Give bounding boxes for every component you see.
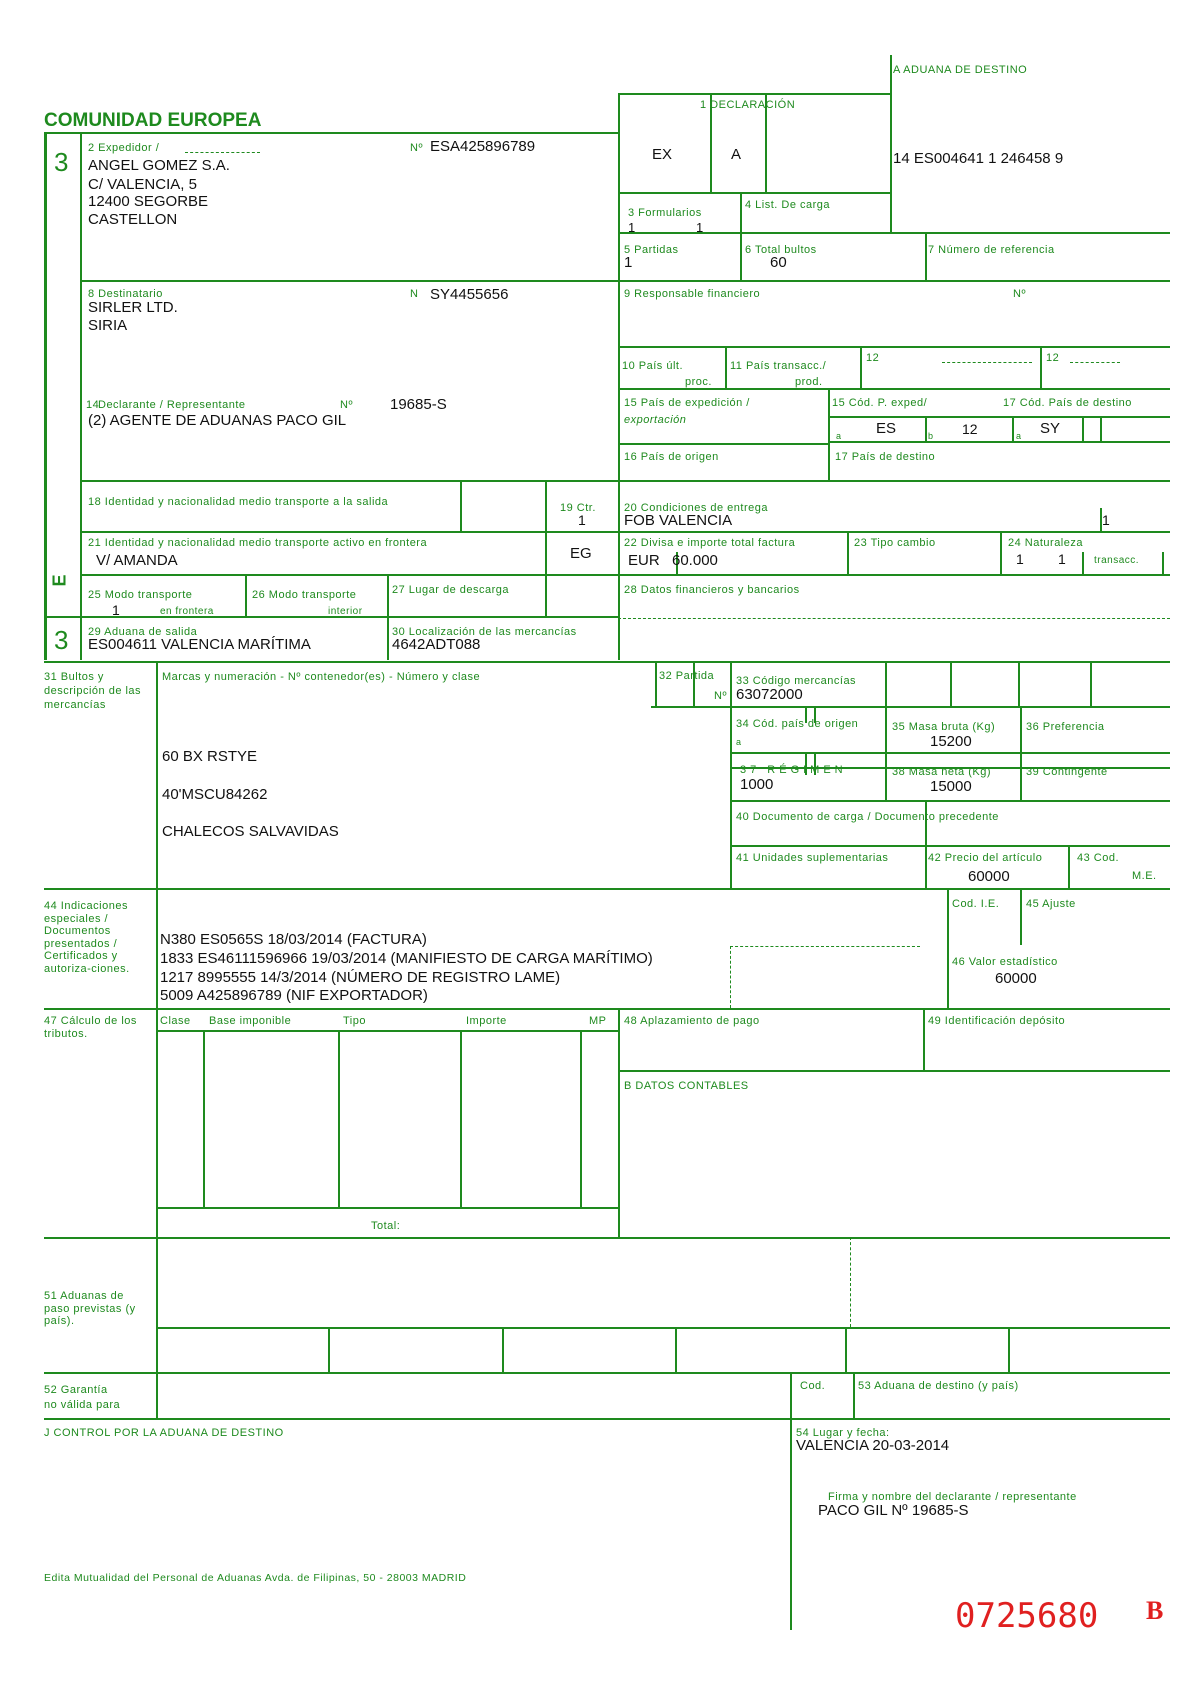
box30-label: 30 Localización de las mercancías <box>392 626 577 638</box>
series-letter: B <box>1146 1596 1164 1625</box>
box-j-label: J CONTROL POR LA ADUANA DE DESTINO <box>44 1427 284 1439</box>
box22-label: 22 Divisa e importe total factura <box>624 537 796 549</box>
box44-label: 44 Indicaciones especiales / Documentos presentados / Certificados y autoriza-ciones. <box>44 900 130 975</box>
dashed-line <box>730 946 920 947</box>
border-transport-mode: 1 <box>112 602 120 618</box>
grid-line <box>618 192 890 194</box>
box29-label: 29 Aduana de salida <box>88 626 198 638</box>
grid-line <box>730 661 732 888</box>
box32-label: 32 Partida <box>659 670 715 682</box>
box1-value1: EX <box>652 146 673 163</box>
exporter-line2: C/ VALENCIA, 5 <box>88 176 197 193</box>
consignee-number: SY4455656 <box>430 286 509 303</box>
box24-sub: transacc. <box>1094 555 1140 566</box>
box52-label2: no válida para <box>44 1399 121 1411</box>
grid-line <box>675 1327 677 1372</box>
grid-line <box>460 480 462 531</box>
box47-label: 47 Cálculo de los tributos. <box>44 1015 137 1040</box>
declarant-name: (2) AGENTE DE ADUANAS PACO GIL <box>88 412 347 429</box>
box25-label: 25 Modo transporte <box>88 589 193 601</box>
box9-no-label: Nº <box>1013 288 1026 300</box>
goods-location: 4642ADT088 <box>392 636 481 653</box>
box31-label-2: descripción de las <box>44 685 142 697</box>
tax-col-amount: Importe <box>466 1015 507 1027</box>
grid-line <box>725 346 727 388</box>
grid-line <box>618 346 1170 348</box>
grid-line <box>618 1008 620 1237</box>
signature-name: PACO GIL Nº 19685-S <box>818 1502 969 1519</box>
goods-line1: 60 BX RSTYE <box>162 748 258 765</box>
grid-line <box>828 416 1170 418</box>
grid-line <box>925 232 927 280</box>
box7-label: 7 Número de referencia <box>928 244 1055 256</box>
copy-number-top: 3 <box>54 147 69 177</box>
dashed-line <box>1070 362 1120 363</box>
box24-label: 24 Naturaleza <box>1008 537 1083 549</box>
border-transport: V/ AMANDA <box>96 552 178 569</box>
grid-line <box>44 661 1170 663</box>
grid-line <box>618 531 620 574</box>
box9-label: 9 Responsable financiero <box>624 288 761 300</box>
grid-line <box>1000 531 1002 574</box>
grid-line <box>618 93 890 95</box>
grid-line <box>740 192 742 232</box>
box26-label2: interior <box>328 606 363 617</box>
box18-label: 18 Identidad y nacionalidad medio transporte a la salida <box>88 496 389 508</box>
box2-no-label: Nº <box>410 142 423 154</box>
box43-label: 43 Cod. <box>1077 852 1120 864</box>
box12b-label: 12 <box>1046 352 1060 364</box>
place-and-date: VALENCIA 20-03-2014 <box>796 1437 950 1454</box>
box5-label: 5 Partidas <box>624 244 679 256</box>
box34-sub: a <box>736 737 742 747</box>
grid-line <box>156 888 158 1008</box>
box42-label: 42 Precio del artículo <box>928 852 1043 864</box>
grid-line <box>1100 416 1102 441</box>
consignee-line2: SIRIA <box>88 317 128 334</box>
box14-label: Declarante / Representante <box>98 399 246 411</box>
box8-label: 8 Destinatario <box>88 288 163 300</box>
grid-line <box>44 1372 1170 1374</box>
box6-value: 60 <box>770 254 787 271</box>
exporter-line4: CASTELLON <box>88 211 178 228</box>
grid-line <box>618 574 1170 576</box>
grid-line <box>328 1327 330 1372</box>
exporter-number: ESA425896789 <box>430 138 536 155</box>
box17-label: 17 País de destino <box>835 451 936 463</box>
grid-line <box>828 388 830 480</box>
grid-line <box>1020 706 1022 800</box>
box26-label: 26 Modo transporte <box>252 589 357 601</box>
dashed-line <box>185 152 260 153</box>
net-mass: 15000 <box>930 778 972 795</box>
box-a-label: A ADUANA DE DESTINO <box>893 64 1028 76</box>
marks-label: Marcas y numeración - Nº contenedor(es) - Número y clase <box>162 671 481 683</box>
grid-line <box>1008 1327 1010 1372</box>
statistical-value: 60000 <box>995 970 1037 987</box>
box23-label: 23 Tipo cambio <box>854 537 936 549</box>
box5-value: 1 <box>624 254 633 271</box>
grid-line <box>618 232 890 234</box>
box34-label: 34 Cód. país de origen <box>736 718 859 730</box>
goods-line2: 40'MSCU84262 <box>162 786 268 803</box>
grid-line <box>740 232 742 280</box>
grid-line <box>730 800 1170 802</box>
procedure-code: 1000 <box>740 776 774 793</box>
box10-label2: proc. <box>685 376 712 388</box>
box25-label2: en frontera <box>160 606 214 617</box>
grid-line <box>245 574 247 616</box>
transaction-nature-1: 1 <box>1016 551 1024 567</box>
transaction-nature-2: 1 <box>1058 551 1066 567</box>
grid-line <box>790 1372 792 1418</box>
grid-line <box>44 1237 156 1239</box>
grid-line <box>853 1372 855 1418</box>
grid-line <box>730 752 1170 754</box>
dashed-line <box>850 1237 1170 1238</box>
exporter-line3: 12400 SEGORBE <box>88 193 209 210</box>
box31-label-3: mercancías <box>44 699 106 711</box>
dashed-line <box>850 1237 851 1327</box>
dashed-line <box>730 946 731 1008</box>
box12a-label: 12 <box>866 352 880 364</box>
grid-line <box>925 416 927 441</box>
box52-label: 52 Garantía <box>44 1384 108 1396</box>
declarant-number: 19685-S <box>390 396 447 413</box>
box15-label: 15 País de expedición / <box>624 397 750 409</box>
grid-line <box>156 1030 618 1032</box>
box45-label: 45 Ajuste <box>1026 898 1076 910</box>
destination-country-code: SY <box>1040 420 1061 437</box>
grid-line <box>44 616 80 618</box>
exporter-line1: ANGEL GOMEZ S.A. <box>88 157 230 174</box>
grid-line <box>890 232 1170 234</box>
tax-col-rate: Tipo <box>343 1015 366 1027</box>
grid-line <box>580 1030 582 1207</box>
grid-line <box>156 1008 158 1237</box>
goods-line3: CHALECOS SALVAVIDAS <box>162 823 339 840</box>
box27-label: 27 Lugar de descarga <box>392 584 510 596</box>
grid-line <box>1040 346 1042 388</box>
box14-prefix: 14 <box>86 399 100 411</box>
box15a-sub-b: b <box>928 431 934 441</box>
grid-line <box>502 1327 504 1372</box>
grid-line <box>80 480 1170 482</box>
grid-line <box>950 661 952 706</box>
dashed-line <box>618 618 1170 619</box>
copy-number-bottom: 3 <box>54 625 69 655</box>
grid-line <box>1018 661 1020 706</box>
box17a-sub-a: a <box>1016 431 1022 441</box>
grid-line <box>80 132 618 134</box>
grid-line <box>1068 845 1070 888</box>
box32-no-label: Nº <box>714 690 727 702</box>
grid-line <box>730 845 1170 847</box>
grid-line <box>860 346 862 388</box>
grid-line <box>651 706 735 708</box>
grid-line <box>790 1418 792 1630</box>
grid-line <box>947 888 949 1008</box>
grid-line <box>80 280 1170 282</box>
box17a-label: 17 Cód. País de destino <box>1003 397 1132 409</box>
grid-line <box>618 280 620 480</box>
dashed-line <box>790 1418 1170 1419</box>
grid-line <box>845 1327 847 1372</box>
box51-label: 51 Aduanas de paso previstas (y país). <box>44 1290 136 1327</box>
document-line2: 1833 ES46111596966 19/03/2014 (MANIFIESTO DE CARGA MARÍTIMO) <box>160 950 653 967</box>
dashed-line <box>850 1327 1170 1328</box>
tax-total-label: Total: <box>371 1220 401 1232</box>
grid-line <box>1090 661 1092 706</box>
box4-label: 4 List. De carga <box>745 199 831 211</box>
box15-label2: exportación <box>624 414 687 426</box>
commodity-code: 63072000 <box>736 686 803 703</box>
delivery-terms-code: 1 <box>1102 512 1110 528</box>
box19-label: 19 Ctr. <box>560 502 596 514</box>
grid-line <box>923 1008 925 1070</box>
consignee-line1: SIRLER LTD. <box>88 299 178 316</box>
tax-col-class: Clase <box>160 1015 191 1027</box>
grid-line <box>847 531 849 574</box>
grid-line <box>338 1030 340 1207</box>
grid-line <box>1082 552 1084 574</box>
box53-label: 53 Aduana de destino (y país) <box>858 1380 1019 1392</box>
box8-no-label: N <box>410 288 419 300</box>
box15a-sub-a: a <box>836 431 842 441</box>
box28-label: 28 Datos financieros y bancarios <box>624 584 800 596</box>
grid-line <box>156 1237 158 1418</box>
grid-line <box>885 706 887 800</box>
grid-line <box>693 661 695 706</box>
box11-label: 11 País transacc./ <box>730 360 827 372</box>
box49-label: 49 Identificación depósito <box>928 1015 1066 1027</box>
box40-label: 40 Documento de carga / Documento precedente <box>736 811 999 823</box>
box3-value2: 1 <box>696 220 704 235</box>
box54-label: 54 Lugar y fecha: <box>796 1427 890 1439</box>
serial-number: 0725680 <box>955 1596 1099 1636</box>
grid-line <box>890 55 892 232</box>
box36-label: 36 Preferencia <box>1026 721 1105 733</box>
grid-line <box>545 531 547 574</box>
side-letter: E <box>49 574 70 587</box>
grid-line <box>44 1008 1170 1010</box>
grid-line <box>80 132 82 660</box>
grid-line <box>1020 888 1022 945</box>
grid-line <box>545 574 547 616</box>
dispatch-region-code: 12 <box>962 421 978 437</box>
delivery-terms: FOB VALENCIA <box>624 512 733 529</box>
box46-label: 46 Valor estadístico <box>952 956 1058 968</box>
grid-line <box>156 661 158 888</box>
document-line3: 1217 8995555 14/3/2014 (NÚMERO DE REGISTRO LAME) <box>160 969 561 986</box>
container-indicator: 1 <box>578 512 586 528</box>
grid-line <box>156 1207 618 1209</box>
box38-label: 38 Masa neta (Kg) <box>892 766 991 778</box>
box-b-label: B DATOS CONTABLES <box>624 1080 749 1092</box>
grid-line <box>885 661 887 706</box>
grid-line <box>44 888 1170 890</box>
grid-line <box>460 1030 462 1207</box>
box37-label: 37 RÉGIMEN <box>740 764 847 776</box>
box6-label: 6 Total bultos <box>745 244 817 256</box>
box31-label-1: 31 Bultos y <box>44 671 104 683</box>
box11-label2: prod. <box>795 376 823 388</box>
box48-label: 48 Aplazamiento de pago <box>624 1015 760 1027</box>
grid-line <box>1082 416 1084 441</box>
box2-label: 2 Expedidor / <box>88 142 160 154</box>
box14-no-label: Nº <box>340 399 353 411</box>
box21-label: 21 Identidad y nacionalidad medio transporte activo en frontera <box>88 537 428 549</box>
grid-line <box>618 443 828 445</box>
grid-line <box>80 574 618 576</box>
tax-col-base: Base imponible <box>209 1015 292 1027</box>
cod-label: Cod. <box>800 1380 826 1392</box>
grid-line <box>828 441 1170 443</box>
gross-mass: 15200 <box>930 733 972 750</box>
exit-office: ES004611 VALENCIA MARÍTIMA <box>88 636 311 653</box>
box39-label: 39 Contingente <box>1026 766 1108 778</box>
box1-label: 1 DECLARACIÓN <box>700 99 796 111</box>
invoice-currency: EUR <box>628 552 660 569</box>
box15a-label: 15 Cód. P. exped/ <box>832 397 928 409</box>
reference-code: 14 ES004641 1 246458 9 <box>893 150 1064 167</box>
item-price: 60000 <box>968 868 1010 885</box>
form-title: COMUNIDAD EUROPEA <box>44 110 262 131</box>
cod-ie-label: Cod. I.E. <box>952 898 1000 910</box>
grid-line <box>1162 552 1164 574</box>
document-line4: 5009 A425896789 (NIF EXPORTADOR) <box>160 987 428 1004</box>
grid-line <box>730 706 1170 708</box>
box10-label: 10 País últ. <box>622 360 684 372</box>
grid-line <box>618 388 1170 390</box>
border-transport-nationality: EG <box>570 545 592 562</box>
document-line1: N380 ES0565S 18/03/2014 (FACTURA) <box>160 931 427 948</box>
box41-label: 41 Unidades suplementarias <box>736 852 889 864</box>
publisher-line: Edita Mutualidad del Personal de Aduanas Avda. de Filipinas, 50 - 28003 MADRID <box>44 1572 467 1584</box>
grid-line <box>203 1030 205 1207</box>
box1-value2: A <box>731 146 742 163</box>
box3-label: 3 Formularios <box>628 207 702 219</box>
box35-label: 35 Masa bruta (Kg) <box>892 721 996 733</box>
dashed-line <box>942 362 1032 363</box>
grid-line <box>44 132 47 660</box>
grid-line <box>655 661 657 706</box>
grid-line <box>80 531 1170 533</box>
tax-col-mp: MP <box>589 1015 607 1027</box>
box43-label2: M.E. <box>1132 870 1157 882</box>
grid-line <box>1012 416 1014 441</box>
signature-label: Firma y nombre del declarante / representante <box>828 1491 1077 1503</box>
invoice-amount: 60.000 <box>672 552 718 569</box>
dispatch-country-code: ES <box>876 420 897 437</box>
box3-value1: 1 <box>628 220 636 235</box>
grid-line <box>387 574 389 660</box>
box33-label: 33 Código mercancías <box>736 675 857 687</box>
box20-label: 20 Condiciones de entrega <box>624 502 768 514</box>
box16-label: 16 País de origen <box>624 451 719 463</box>
grid-line <box>618 1070 1170 1072</box>
grid-line <box>44 132 80 134</box>
